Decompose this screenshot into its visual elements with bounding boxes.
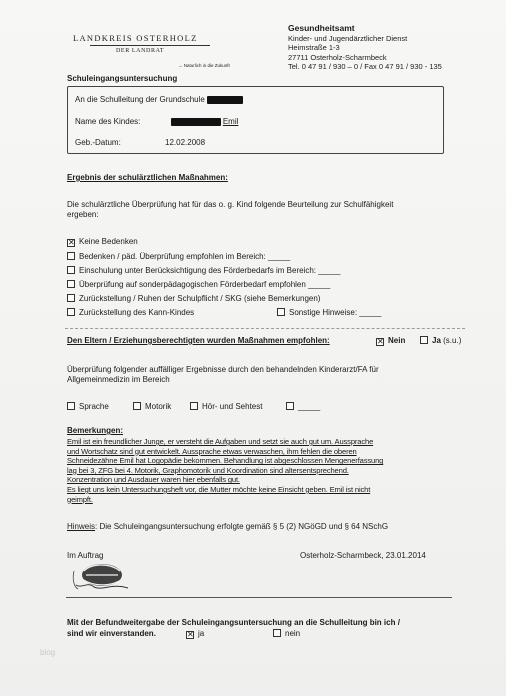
checkbox-icon[interactable]: [273, 629, 281, 637]
checkbox-icon[interactable]: [190, 402, 198, 410]
option-einschulung-foerderbedarf[interactable]: [67, 266, 340, 276]
checkbox-checked-icon[interactable]: ✕: [68, 238, 75, 247]
consent-line-2: sind wir einverstanden.: [67, 629, 156, 638]
parents-yes-option[interactable]: [420, 336, 461, 345]
street: Heimstraße 1-3: [288, 43, 340, 53]
referral-sprache[interactable]: [67, 402, 109, 411]
consent-no-option[interactable]: [273, 629, 300, 638]
recipient-line: [75, 95, 243, 104]
parents-heading: Den Eltern / Erziehungsberechtigten wurden Maßnahmen empfohlen:: [67, 336, 330, 345]
logo-slogan: → Naturlich in die Zukunft: [178, 63, 230, 68]
checkbox-icon[interactable]: [67, 252, 75, 260]
option-kann-kind[interactable]: [67, 308, 194, 318]
remarks-line: geimpft.: [67, 494, 93, 504]
child-name-label: Name des Kindes:: [75, 117, 141, 126]
option-zurueckstellung[interactable]: [67, 294, 320, 304]
phone-fax: Tel. 0 47 91 / 930 – 0 / Fax 0 47 91 / 930 - 135: [288, 62, 442, 72]
option-label: Sonstige Hinweise: _____: [289, 308, 382, 317]
checkbox-icon[interactable]: [67, 266, 75, 274]
checkbox-icon[interactable]: [420, 336, 428, 344]
signature-stamp-image: [72, 561, 132, 591]
no-label: Nein: [388, 336, 406, 345]
referral-label: Motorik: [145, 402, 172, 411]
consent-line-1: Mit der Befundweitergabe der Schuleingangsuntersuchung an die Schulleitung bin ich /: [67, 618, 400, 627]
city: 27711 Osterholz-Scharmbeck: [288, 52, 387, 62]
results-intro-2: ergeben:: [67, 210, 99, 219]
checkbox-icon[interactable]: [133, 402, 141, 410]
child-name-value: Emil: [222, 117, 239, 126]
referral-line-2: Allgemeinmedizin im Bereich: [67, 375, 170, 384]
watermark-text: blog: [40, 648, 56, 657]
logo-landrat: DER LANDRAT: [116, 48, 165, 54]
logo-landkreis: LANDKREIS OSTERHOLZ: [73, 33, 198, 43]
option-label: Keine Bedenken: [79, 237, 138, 246]
referral-motorik[interactable]: [133, 402, 171, 411]
redacted-school-name: [207, 96, 243, 104]
option-label: Zurückstellung des Kann-Kindes: [79, 308, 195, 317]
child-name-row: [75, 117, 238, 126]
office-name: Gesundheitsamt: [288, 23, 355, 33]
checkbox-icon[interactable]: [286, 402, 294, 410]
checkbox-checked-icon[interactable]: ✕: [377, 337, 384, 346]
consent-statement: [67, 617, 457, 639]
consent-yes-label: ja: [198, 629, 205, 638]
remarks-line: Konzentration und Ausdauer waren hier ebenfalls gut.: [67, 475, 240, 485]
parents-row: [67, 336, 330, 345]
section-divider: [65, 328, 465, 329]
recipient-text: An die Schulleitung der Grundschule: [75, 95, 205, 104]
yes-suffix: (s.u.): [443, 336, 462, 345]
checkbox-icon[interactable]: [67, 402, 75, 410]
referral-other[interactable]: [286, 402, 320, 411]
referral-label: Hör- und Sehtest: [202, 402, 263, 411]
referral-hoer-sehtest[interactable]: [190, 402, 262, 411]
remarks-heading: Bemerkungen:: [67, 426, 124, 435]
address-box: [67, 86, 444, 154]
referral-line-1: Überprüfung folgender auffälliger Ergebnisse durch den behandelnden Kinderarzt/FA für: [67, 365, 379, 374]
option-sonstige-hinweise[interactable]: [277, 308, 382, 318]
dob-value: 12.02.2008: [165, 138, 206, 147]
option-bedenken[interactable]: [67, 252, 290, 262]
on-behalf-label: Im Auftrag: [67, 551, 104, 560]
option-keine-bedenken[interactable]: [67, 237, 138, 247]
results-intro-1: Die schulärztliche Überprüfung hat für das o. g. Kind folgende Beurteilung zur Schulfähigkeit: [67, 200, 394, 209]
checkbox-icon[interactable]: [67, 308, 75, 316]
logo-divider: [90, 45, 210, 46]
option-label: Überprüfung auf sonderpädagogischen Förderbedarf empfohlen _____: [79, 280, 331, 289]
dob-label: Geb.-Datum:: [75, 138, 121, 147]
remarks-line: Es liegt uns kein Untersuchungsheft vor, die Mutter möchte keine Einsicht geben. Emil ist nicht: [67, 484, 371, 494]
checkbox-icon[interactable]: [277, 308, 285, 316]
referral-label: Sprache: [79, 402, 109, 411]
remarks-line: Emil ist ein freundlicher Junge, er versteht die Aufgaben und setzt sie auch gut um. Aussprache: [67, 437, 374, 446]
remarks-line: Schneidezähne Emil hat Logopädie bekommen. Behandlung ist abgeschlossen Mengenerfassung: [67, 456, 384, 466]
dob-row: [75, 138, 206, 147]
legal-note-text: : Die Schuleingangsuntersuchung erfolgte gemäß § 5 (2) NGöGD und § 64 NSchG: [95, 522, 389, 531]
remarks-line: und Wortschatz sind gut entwickelt. Aussprache etwas verwaschen, ihm fehlen die oberen: [67, 446, 357, 456]
option-sonderpaedagogisch[interactable]: [67, 280, 330, 290]
consent-no-label: nein: [285, 629, 301, 638]
yes-label: Ja: [432, 336, 441, 345]
redacted-surname: [171, 118, 221, 126]
parents-no-option[interactable]: [376, 336, 405, 346]
consent-yes-option[interactable]: [186, 629, 204, 639]
checkbox-checked-icon[interactable]: ✕: [187, 630, 194, 639]
option-label: Zurückstellung / Ruhen der Schulpflicht / SKG (siehe Bemerkungen): [79, 294, 321, 303]
referral-label: _____: [298, 402, 321, 411]
document-title: Schuleingangsuntersuchung: [67, 74, 178, 83]
remarks-line: lag bei 3, ZFG bei 4. Motorik, Graphomotorik und Koordination sind altersentsprechend.: [67, 465, 349, 475]
legal-note-label: Hinweis: [67, 522, 96, 531]
checkbox-icon[interactable]: [67, 280, 75, 288]
remarks-text: [67, 437, 452, 504]
department-name: Kinder- und Jugendärztlicher Dienst: [288, 33, 408, 43]
place-date: Osterholz-Scharmbeck, 23.01.2014: [300, 551, 426, 560]
letterhead-address: [288, 24, 442, 72]
signature-rule: [66, 597, 452, 598]
checkbox-icon[interactable]: [67, 294, 75, 302]
legal-note: [67, 522, 388, 532]
option-label: Bedenken / päd. Überprüfung empfohlen im Bereich: _____: [79, 252, 291, 261]
results-heading: Ergebnis der schulärztlichen Maßnahmen:: [67, 173, 228, 182]
option-label: Einschulung unter Berücksichtigung des Förderbedarfs im Bereich: _____: [79, 266, 341, 275]
